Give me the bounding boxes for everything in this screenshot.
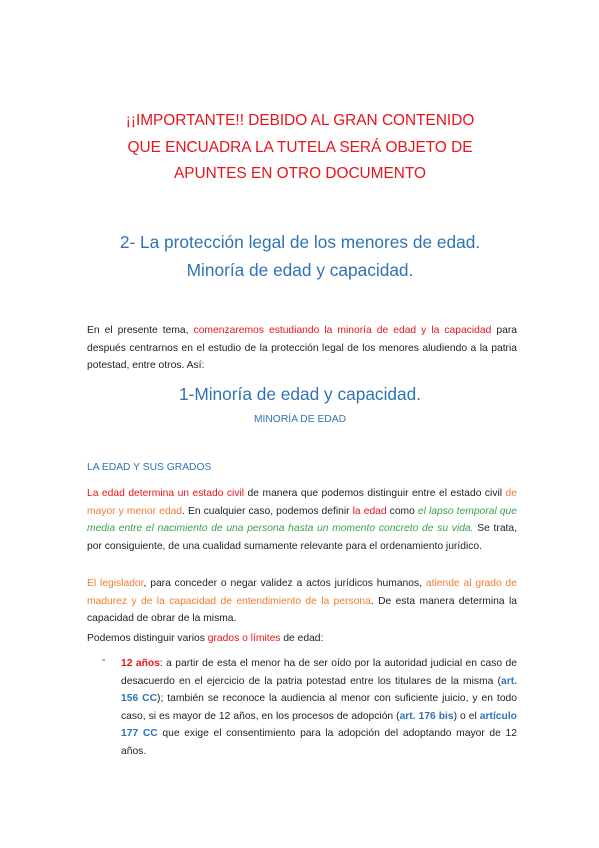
legislator-highlight: El legislador [87, 578, 144, 589]
art-156-reference: art. 156 CC [121, 675, 517, 705]
intro-text: En el presente tema, [87, 325, 194, 336]
intro-text-rest: para después centrarnos en el estudio de la protección legal de los menores aludiendo a la patria potestad, entre otros. Así: [87, 325, 517, 372]
section-2-heading [60, 228, 540, 284]
art-176-bis-reference: art. 176 bis [399, 710, 454, 722]
list-bullet: - [102, 655, 106, 666]
list-text-2: ); también se reconoce la audiencia al menor con suficiente juicio, y en todo caso, si es mayor de 12 años, en los procesos de adopción ( [121, 693, 517, 722]
legislator-paragraph [87, 575, 517, 628]
notice-line-3: APUNTES EN OTRO DOCUMENTO [174, 165, 426, 182]
list-text: : a partir de esta el menor ha de ser oído por la autoridad judicial en caso de desacuerdo en el ejercicio de la patria potestad entre los titulares de la misma ( [121, 658, 517, 687]
age-civil-state-highlight: La edad determina un estado civil [87, 488, 245, 499]
para3-text-2: de edad: [280, 633, 324, 644]
minority-heading: MINORÍA DE EDAD [253, 414, 347, 425]
age-status-highlight: de mayor y menor edad [87, 488, 518, 517]
para1-text-4: Se trata, por consiguiente, de una cualidad sumamente relevante para el ordenamiento jurídico. [87, 523, 518, 552]
para1-text-3: como [386, 505, 418, 517]
maturity-highlight: atiende al grado de madurez y de la capacidad de entendimiento de la persona [87, 578, 517, 607]
age-definition-italic: el lapso temporal que media entre el nacimiento de una persona hasta un momento concreto de su vida. [87, 505, 517, 535]
intro-highlight: comenzaremos estudiando la minoría de edad y la capacidad [193, 325, 492, 336]
age-12-highlight: 12 años [121, 658, 160, 669]
intro-paragraph [87, 322, 517, 375]
para3-text: Podemos distinguir varios [87, 633, 208, 644]
art-177-reference: artículo 177 CC [121, 710, 517, 740]
notice-line-2: QUE ENCUADRA LA TUTELA SERÁ OBJETO DE [127, 138, 473, 156]
important-notice [60, 108, 540, 188]
age-term-highlight: la edad [352, 505, 387, 517]
age-definition-paragraph [87, 485, 517, 555]
notice-line-1: ¡¡IMPORTANTE!! DEBIDO AL GRAN CONTENIDO [125, 112, 475, 129]
para1-text: de manera que podemos distinguir entre el estado civil [244, 488, 506, 499]
section-1-heading: 1-Minoría de edad y capacidad. [178, 384, 422, 404]
para2-text-2: . De esta manera determina la capacidad de obrar de la misma. [87, 595, 517, 625]
grades-intro-paragraph [87, 630, 517, 648]
list-text-4: que exige el consentimiento para la adopción del adoptando mayor de 12 años. [121, 728, 517, 757]
age-grades-heading: LA EDAD Y SUS GRADOS [87, 462, 212, 473]
section-2-heading-line-2: Minoría de edad y capacidad. [186, 260, 414, 280]
grades-highlight: grados o límites [207, 633, 281, 644]
para1-text-2: . En cualquier caso, podemos definir [182, 505, 353, 517]
para2-text: , para conceder o negar validez a actos jurídicos humanos, [143, 578, 426, 589]
list-item-text [121, 655, 517, 761]
list-text-3: ) o el [453, 710, 480, 722]
section-2-heading-line-1: 2- La protección legal de los menores de edad. [119, 232, 481, 252]
